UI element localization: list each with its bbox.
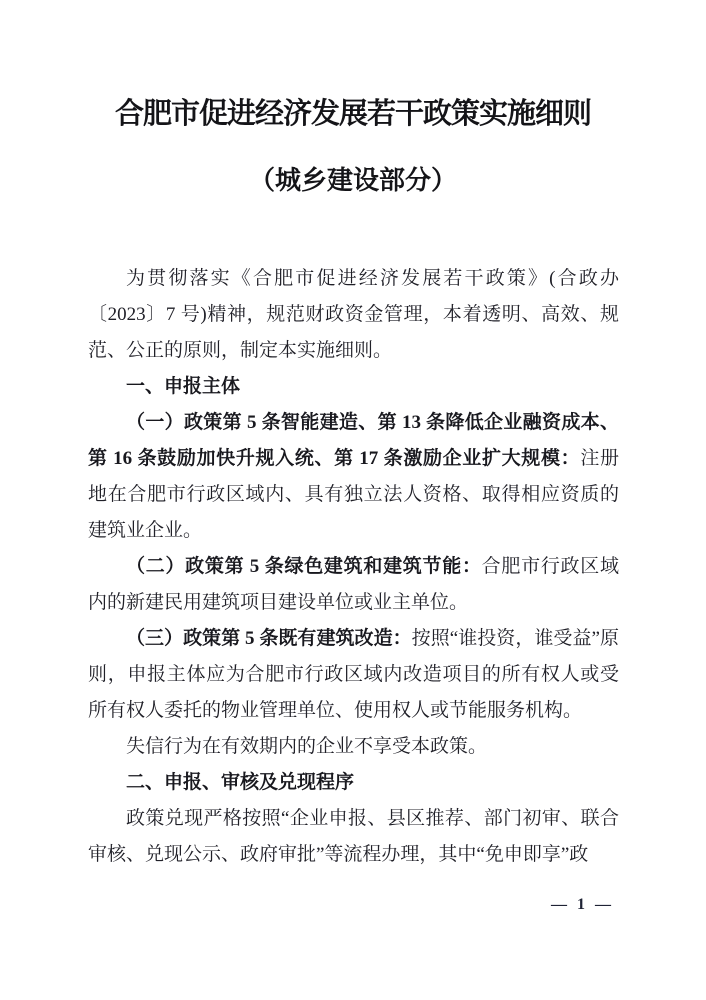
section-2-heading: 二、申报、审核及兑现程序	[126, 772, 355, 793]
document-subtitle: （城乡建设部分）	[248, 166, 457, 195]
page-number: — 1 —	[551, 896, 614, 913]
section-1-heading: 一、申报主体	[126, 376, 241, 397]
intro-paragraph: 为贯彻落实《合肥市促进经济发展若干政策》(合政办〔2023〕7 号)精神，规范财政资金管理，本着透明、高效、规范、公正的原则，制定本实施细则。	[88, 268, 619, 361]
section-1-item-1-lead: （一）政策第 5 条智能建造、第 13 条降低企业融资成本、第 16 条鼓励加快升规入统、第 17 条激励企业扩大规模：	[88, 412, 619, 469]
document-body	[88, 261, 619, 873]
section-1-item-2-lead: （二）政策第 5 条绿色建筑和建筑节能：	[126, 556, 482, 577]
section-1-item-2-text: 合肥市行政区域内的新建民用建筑项目建设单位或业主单位。	[88, 556, 619, 613]
section-1-item-3	[88, 621, 619, 729]
section-1-item-2	[88, 549, 619, 621]
credit-note-paragraph: 失信行为在有效期内的企业不享受本政策。	[126, 736, 488, 757]
section-1-item-3-text: 按照“谁投资，谁受益”原则，申报主体应为合肥市行政区域内改造项目的所有权人或受所有权人委托的物业管理单位、使用权人或节能服务机构。	[88, 628, 619, 721]
section-1-item-1	[88, 405, 619, 549]
section-2-paragraph: 政策兑现严格按照“企业申报、县区推荐、部门初审、联合审核、兑现公示、政府审批”等流程办理，其中“免申即享”政	[88, 808, 619, 865]
section-1-item-3-lead: （三）政策第 5 条既有建筑改造：	[126, 628, 412, 649]
section-1-item-1-text: 注册地在合肥市行政区域内、具有独立法人资格、取得相应资质的建筑业企业。	[88, 448, 619, 541]
document-title: 合肥市促进经济发展若干政策实施细则	[114, 98, 591, 130]
